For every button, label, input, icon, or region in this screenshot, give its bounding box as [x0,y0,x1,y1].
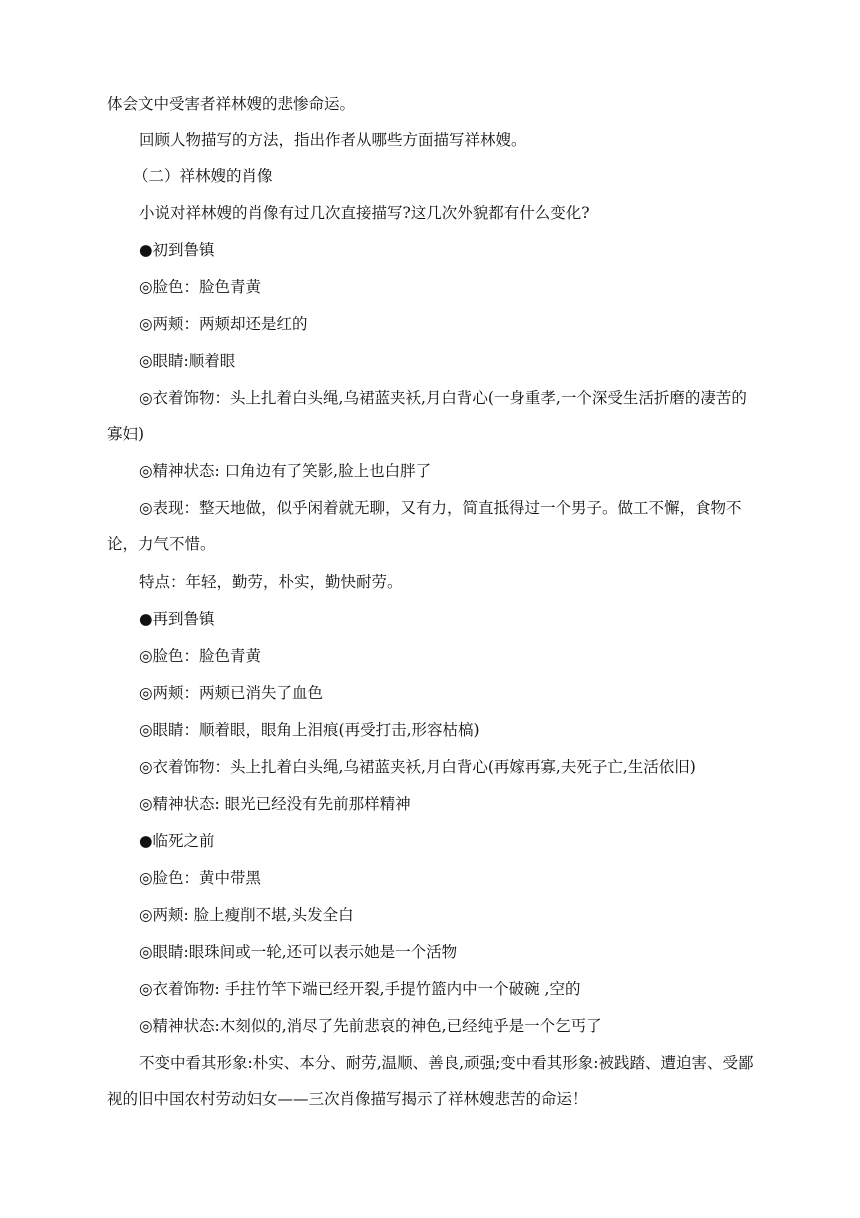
stage-heading-second: ●再到鲁镇 [139,610,215,628]
first-traits: 特点：年轻，勤劳，朴实，勤快耐劳。 [139,573,403,591]
first-behavior: ◎表现：整天地做，似乎闲着就无聊，又有力，简直抵得过一个男子。做工不懈，食物不论，力气不惜。 [107,499,742,553]
third-clothing: ◎衣着饰物: 手拄竹竿下端已经开裂,手提竹篮内中一个破碗 ,空的 [139,980,581,998]
summary-paragraph: 不变中看其形象:朴实、本分、耐劳,温顺、善良,顽强;变中看其形象:被践踏、遭迫害、受鄙视的旧中国农村劳动妇女——三次肖像描写揭示了祥林嫂悲苦的命运！ [107,1054,754,1108]
first-clothing: ◎衣着饰物：头上扎着白头绳,乌裙蓝夹袄,月白背心(一身重孝,一个深受生活折磨的凄苦的寡妇) [107,389,747,443]
third-spirit: ◎精神状态:木刻似的,消尽了先前悲哀的神色,已经纯乎是一个乞丐了 [139,1017,602,1035]
second-cheeks: ◎两颊：两颊已消失了血色 [139,684,324,702]
stage-heading-third: ●临死之前 [139,832,215,850]
stage-heading-first: ●初到鲁镇 [139,241,215,259]
third-face-color: ◎脸色：黄中带黑 [139,869,262,887]
paragraph-2: 回顾人物描写的方法，指出作者从哪些方面描写祥林嫂。 [139,131,527,149]
second-face-color: ◎脸色：脸色青黄 [139,647,262,665]
third-cheeks: ◎两颊: 脸上瘦削不堪,头发全白 [139,906,354,924]
paragraph-question: 小说对祥林嫂的肖像有过几次直接描写?这几次外貌都有什么变化? [139,204,590,222]
second-spirit: ◎精神状态: 眼光已经没有先前那样精神 [139,795,411,813]
paragraph-1: 体会文中受害者祥林嫂的悲惨命运。 [107,95,356,113]
third-eyes: ◎眼睛:眼珠间或一轮,还可以表示她是一个活物 [139,943,458,961]
first-cheeks: ◎两颊：两颊却还是红的 [139,315,308,333]
first-eyes: ◎眼睛:顺着眼 [139,352,236,370]
second-eyes: ◎眼睛：顺着眼，眼角上泪痕(再受打击,形容枯槁) [139,721,480,739]
first-face-color: ◎脸色：脸色青黄 [139,278,262,296]
first-spirit: ◎精神状态: 口角边有了笑影,脸上也白胖了 [139,462,432,480]
second-clothing: ◎衣着饰物：头上扎着白头绳,乌裙蓝夹袄,月白背心(再嫁再寡,夫死子亡,生活依旧) [139,758,696,776]
section-heading: （二）祥林嫂的肖像 [133,167,273,185]
